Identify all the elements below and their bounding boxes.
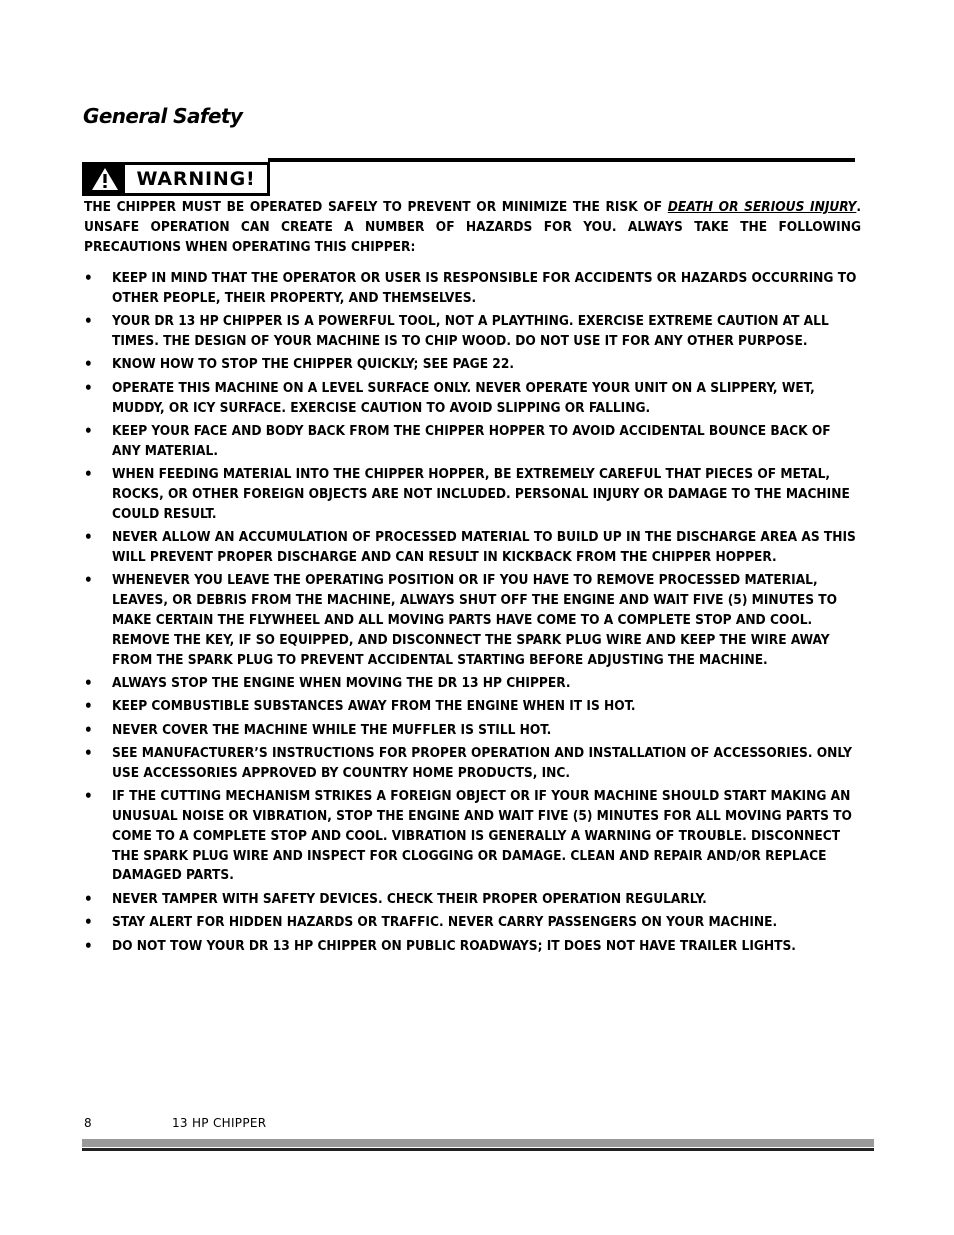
safety-precautions-list xyxy=(84,269,861,960)
list-item: • KNOW HOW TO STOP THE CHIPPER QUICKLY; SEE PAGE 22. xyxy=(84,355,861,375)
list-item: • IF THE CUTTING MECHANISM STRIKES A FOREIGN OBJECT OR IF YOUR MACHINE SHOULD START MAKING AN UNUSUAL NOISE OR VIBRATION, STOP THE ENGINE AND WAIT FIVE (5) MINUTES FOR ALL MOVING PARTS TO COME TO A COMPLETE STOP AND COOL. VIBRATION IS GENERALLY A WARNING OF TROUBLE. DISCONNECT THE SPARK PLUG WIRE AND INSPECT FOR CLOGGING OR DAMAGE. CLEAN AND REPAIR AND/OR REPLACE DAMAGED PARTS. xyxy=(84,787,861,886)
list-item: • DO NOT TOW YOUR DR 13 HP CHIPPER ON PUBLIC ROADWAYS; IT DOES NOT HAVE TRAILER LIGHTS. xyxy=(84,937,861,957)
intro-emphasis: DEATH OR SERIOUS INJURY xyxy=(667,199,857,215)
warning-label: WARNING! xyxy=(136,168,256,190)
list-item: • KEEP COMBUSTIBLE SUBSTANCES AWAY FROM THE ENGINE WHEN IT IS HOT. xyxy=(84,697,861,717)
list-item: • SEE MANUFACTURER’S INSTRUCTIONS FOR PROPER OPERATION AND INSTALLATION OF ACCESSORIES. ONLY USE ACCESSORIES APPROVED BY COUNTRY HOME PRODUCTS, INC. xyxy=(84,744,861,784)
list-item: • WHEN FEEDING MATERIAL INTO THE CHIPPER HOPPER, BE EXTREMELY CAREFUL THAT PIECES OF METAL, ROCKS, OR OTHER FOREIGN OBJECTS ARE NOT INCLUDED. PERSONAL INJURY OR DAMAGE TO THE MACHINE COULD RESULT. xyxy=(84,465,861,524)
list-item: • KEEP YOUR FACE AND BODY BACK FROM THE CHIPPER HOPPER TO AVOID ACCIDENTAL BOUNCE BACK OF ANY MATERIAL. xyxy=(84,422,861,462)
list-item: • NEVER COVER THE MACHINE WHILE THE MUFFLER IS STILL HOT. xyxy=(84,721,861,741)
warning-banner xyxy=(82,162,270,196)
warning-intro-paragraph xyxy=(84,198,861,257)
footer-rule xyxy=(82,1139,874,1151)
warning-header-rule xyxy=(268,158,855,162)
section-title: General Safety xyxy=(83,104,243,128)
list-item: • YOUR DR 13 HP CHIPPER IS A POWERFUL TOOL, NOT A PLAYTHING. EXERCISE EXTREME CAUTION AT ALL TIMES. THE DESIGN OF YOUR MACHINE IS TO CHIP WOOD. DO NOT USE IT FOR ANY OTHER PURPOSE. xyxy=(84,312,861,352)
intro-text-end: . UNSAFE OPERATION CAN CREATE A NUMBER OF HAZARDS FOR YOU. ALWAYS TAKE THE FOLLOWING PRECAUTIONS WHEN OPERATING THIS CHIPPER: xyxy=(84,199,861,255)
intro-text-start: THE CHIPPER MUST BE OPERATED SAFELY TO PREVENT OR MINIMIZE THE RISK OF xyxy=(84,199,668,215)
list-item: • KEEP IN MIND THAT THE OPERATOR OR USER IS RESPONSIBLE FOR ACCIDENTS OR HAZARDS OCCURRING TO OTHER PEOPLE, THEIR PROPERTY, AND THEMSELVES. xyxy=(84,269,861,309)
list-item: • ALWAYS STOP THE ENGINE WHEN MOVING THE DR 13 HP CHIPPER. xyxy=(84,674,861,694)
page-number: 8 xyxy=(84,1116,92,1130)
list-item: • NEVER ALLOW AN ACCUMULATION OF PROCESSED MATERIAL TO BUILD UP IN THE DISCHARGE AREA AS THIS WILL PREVENT PROPER DISCHARGE AND CAN RESULT IN KICKBACK FROM THE CHIPPER HOPPER. xyxy=(84,528,861,568)
list-item: • STAY ALERT FOR HIDDEN HAZARDS OR TRAFFIC. NEVER CARRY PASSENGERS ON YOUR MACHINE. xyxy=(84,913,861,933)
list-item: • WHENEVER YOU LEAVE THE OPERATING POSITION OR IF YOU HAVE TO REMOVE PROCESSED MATERIAL, LEAVES, OR DEBRIS FROM THE MACHINE, ALWAYS SHUT OFF THE ENGINE AND WAIT FIVE (5) MINUTES TO MAKE CERTAIN THE FLYWHEEL AND ALL MOVING PARTS HAVE COME TO A COMPLETE STOP AND COOL. REMOVE THE KEY, IF SO EQUIPPED, AND DISCONNECT THE SPARK PLUG WIRE AND KEEP THE WIRE AWAY FROM THE SPARK PLUG TO PREVENT ACCIDENTAL STARTING BEFORE ADJUSTING THE MACHINE. xyxy=(84,571,861,670)
footer-title: 13 HP CHIPPER xyxy=(172,1116,267,1130)
list-item: • NEVER TAMPER WITH SAFETY DEVICES. CHECK THEIR PROPER OPERATION REGULARLY. xyxy=(84,890,861,910)
list-item: • OPERATE THIS MACHINE ON A LEVEL SURFACE ONLY. NEVER OPERATE YOUR UNIT ON A SLIPPERY, WET, MUDDY, OR ICY SURFACE. EXERCISE CAUTION TO AVOID SLIPPING OR FALLING. xyxy=(84,379,861,419)
warning-triangle-icon xyxy=(85,165,125,193)
